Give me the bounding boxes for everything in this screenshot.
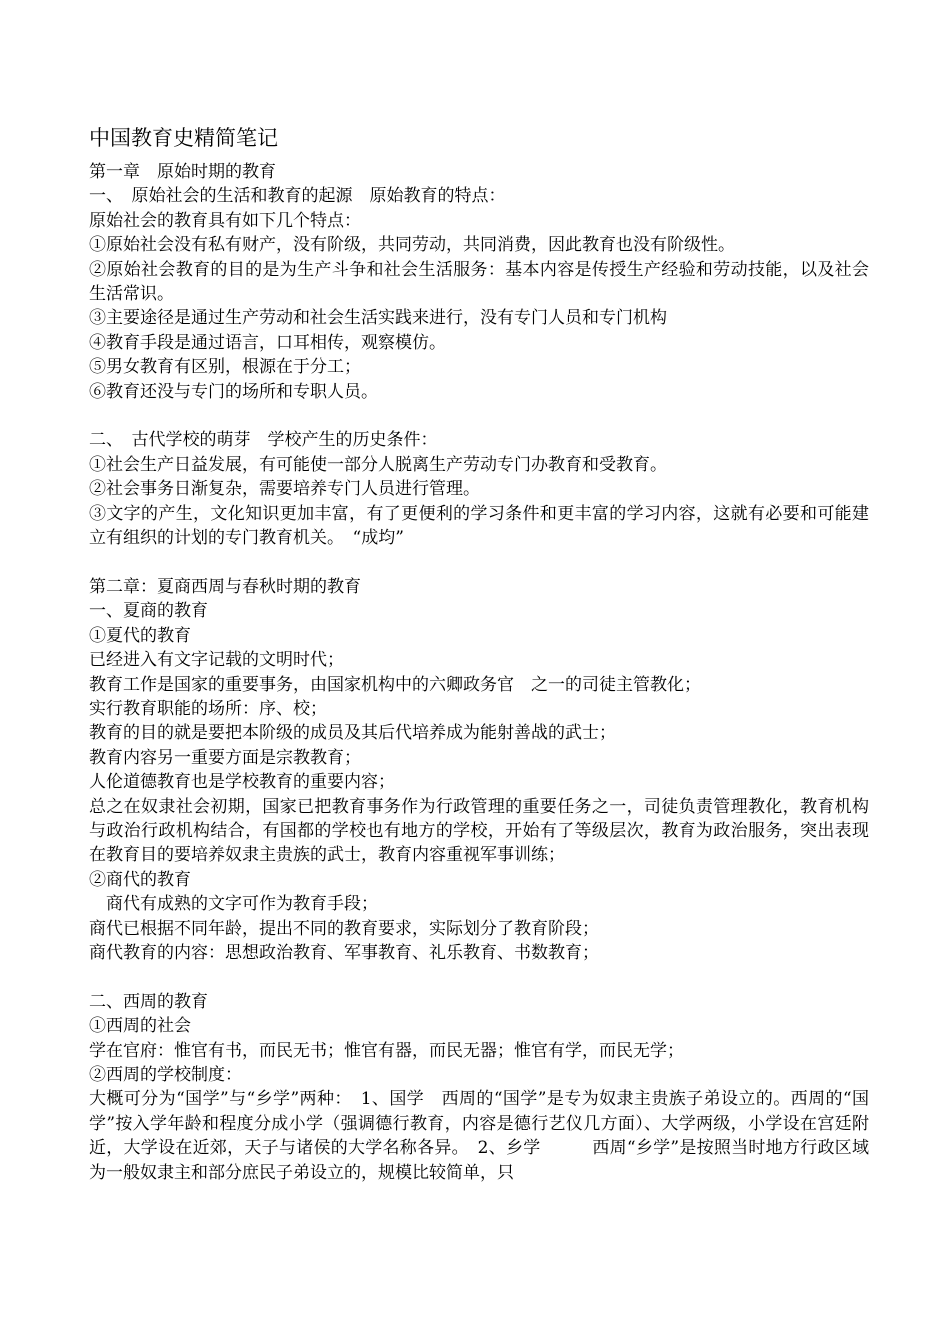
list-item: ①社会生产日益发展，有可能使一部分人脱离生产劳动专门办教育和受教育。 bbox=[89, 454, 667, 475]
paragraph: 大概可分为“国学”与“乡学”两种： 1、国学 西周的“国学”是专为奴隶主贵族子弟设立的。西周的“国学”按入学年龄和程度分成小学（强调德行教育，内容是德行艺仪几方面）、大学两级，小学设在宫廷附近，大学设在近郊，天子与诸侯的大学名称各异。 2、乡学 西周“乡学”是按照当时地方行政区域为一般奴隶主和部分庶民子弟设立的，规模比较简单，只 bbox=[89, 1089, 869, 1183]
paragraph: 教育的目的就是要把本阶级的成员及其后代培养成为能射善战的武士； bbox=[89, 723, 616, 744]
list-item: ①原始社会没有私有财产，没有阶级，共同劳动，共同消费，因此教育也没有阶级性。 bbox=[89, 235, 735, 256]
list-item: ⑥教育还没与专门的场所和专职人员。 bbox=[89, 381, 378, 402]
chapter-1-heading: 第一章 原始时期的教育 bbox=[89, 162, 276, 182]
chapter-2-section-2-heading: 二、西周的教育 bbox=[89, 991, 208, 1012]
document-page bbox=[89, 124, 869, 1185]
spacer bbox=[89, 965, 869, 989]
subsection-heading: ①夏代的教育 bbox=[89, 625, 191, 646]
subsection-heading: ①西周的社会 bbox=[89, 1016, 191, 1037]
paragraph: 教育内容另一重要方面是宗教教育； bbox=[89, 747, 361, 768]
paragraph: 学在官府：惟官有书，而民无书；惟官有器，而民无器；惟官有学，而民无学； bbox=[89, 1040, 684, 1061]
chapter-1-section-1-heading: 一、 原始社会的生活和教育的起源 原始教育的特点： bbox=[89, 186, 506, 207]
list-item: ②社会事务日渐复杂，需要培养专门人员进行管理。 bbox=[89, 479, 480, 500]
paragraph: 原始社会的教育具有如下几个特点： bbox=[89, 210, 361, 231]
list-item: ②原始社会教育的目的是为生产斗争和社会生活服务：基本内容是传授生产经验和劳动技能，以及社会生活常识。 bbox=[89, 259, 869, 305]
paragraph: 商代已根据不同年龄，提出不同的教育要求，实际划分了教育阶段； bbox=[89, 918, 599, 939]
spacer bbox=[89, 404, 869, 428]
chapter-2-heading: 第二章：夏商西周与春秋时期的教育 bbox=[89, 576, 361, 597]
list-item: ③文字的产生，文化知识更加丰富，有了更便利的学习条件和更丰富的学习内容，这就有必要和可能建立有组织的计划的专门教育机关。 “成均” bbox=[89, 503, 869, 549]
paragraph: 实行教育职能的场所：序、校； bbox=[89, 698, 327, 719]
paragraph: 商代教育的内容：思想政治教育、军事教育、礼乐教育、书数教育； bbox=[89, 942, 599, 963]
paragraph: 人伦道德教育也是学校教育的重要内容； bbox=[89, 772, 395, 793]
list-item: ⑤男女教育有区别，根源在于分工； bbox=[89, 357, 361, 378]
spacer bbox=[89, 550, 869, 574]
subsection-heading: ②西周的学校制度： bbox=[89, 1064, 242, 1085]
chapter-2-section-1-heading: 一、夏商的教育 bbox=[89, 601, 208, 622]
list-item: ③主要途径是通过生产劳动和社会生活实践来进行，没有专门人员和专门机构 bbox=[89, 308, 667, 329]
subsection-heading: ②商代的教育 bbox=[89, 869, 191, 890]
chapter-1-section-2-heading: 二、 古代学校的萌芽 学校产生的历史条件： bbox=[89, 430, 438, 451]
paragraph: 总之在奴隶社会初期，国家已把教育事务作为行政管理的重要任务之一，司徒负责管理教化，教育机构与政治行政机构结合，有国都的学校也有地方的学校，开始有了等级层次，教育为政治服务，突出表现在教育目的要培养奴隶主贵族的武士，教育内容重视军事训练； bbox=[89, 796, 869, 866]
document-title: 中国教育史精简笔记 bbox=[89, 126, 278, 150]
paragraph: 已经进入有文字记载的文明时代； bbox=[89, 650, 344, 671]
paragraph: 教育工作是国家的重要事务，由国家机构中的六卿政务官 之一的司徒主管教化； bbox=[89, 674, 701, 695]
list-item: ④教育手段是通过语言，口耳相传，观察模仿。 bbox=[89, 332, 446, 353]
paragraph: 商代有成熟的文字可作为教育手段； bbox=[89, 894, 378, 915]
